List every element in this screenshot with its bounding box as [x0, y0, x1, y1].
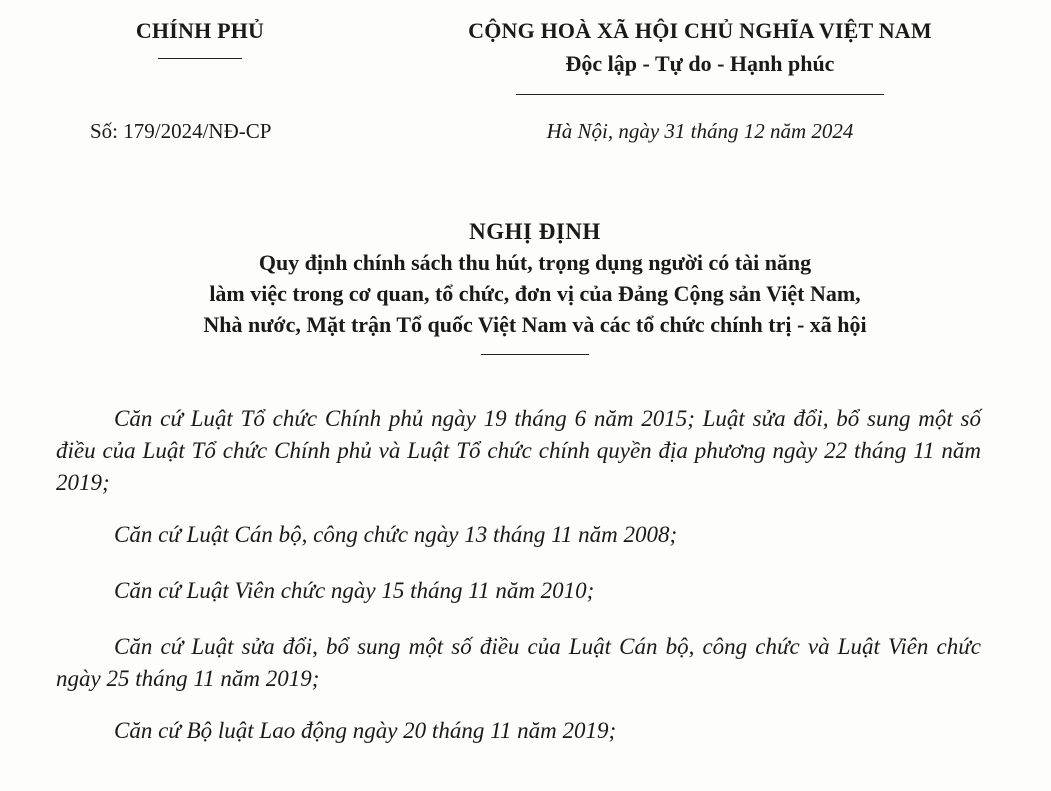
national-title: CỘNG HOÀ XÃ HỘI CHỦ NGHĨA VIỆT NAM — [468, 18, 932, 43]
national-motto: Độc lập - Tự do - Hạnh phúc — [565, 51, 835, 76]
legal-basis-paragraph: Căn cứ Bộ luật Lao động ngày 20 tháng 11 năm 2019; — [114, 718, 617, 743]
document-type: NGHỊ ĐỊNH — [469, 219, 601, 244]
issuing-agency: CHÍNH PHỦ — [135, 18, 265, 43]
document-title-block — [20, 217, 1050, 355]
motto-underline — [516, 94, 884, 95]
subject-line-1: Quy định chính sách thu hút, trọng dụng người có tài năng — [258, 250, 812, 275]
legal-basis-paragraph: Căn cứ Luật Viên chức ngày 15 tháng 11 năm 2010; — [114, 578, 595, 603]
legal-basis-paragraph: Căn cứ Luật Cán bộ, công chức ngày 13 tháng 11 năm 2008; — [114, 522, 678, 547]
agency-underline — [158, 58, 242, 59]
legal-bases — [56, 403, 981, 771]
document-number: Số: 179/2024/NĐ-CP — [90, 119, 272, 143]
title-underline — [481, 354, 589, 355]
place-and-date: Hà Nội, ngày 31 tháng 12 năm 2024 — [546, 119, 854, 143]
subject-line-3: Nhà nước, Mặt trận Tổ quốc Việt Nam và các tổ chức chính trị - xã hội — [203, 312, 867, 337]
national-title-block — [390, 14, 1010, 95]
issuing-agency-block — [60, 14, 340, 59]
legal-basis-paragraph: Căn cứ Luật sửa đổi, bổ sung một số điều của Luật Cán bộ, công chức và Luật Viên chức ngày 25 tháng 11 năm 2019; — [56, 634, 981, 691]
subject-line-2: làm việc trong cơ quan, tổ chức, đơn vị của Đảng Cộng sản Việt Nam, — [209, 281, 861, 306]
legal-basis-paragraph: Căn cứ Luật Tổ chức Chính phủ ngày 19 tháng 6 năm 2015; Luật sửa đổi, bổ sung một số điều của Luật Tổ chức Chính phủ và Luật Tổ chức chính quyền địa phương ngày 22 tháng 11 năm 2019; — [56, 406, 981, 495]
